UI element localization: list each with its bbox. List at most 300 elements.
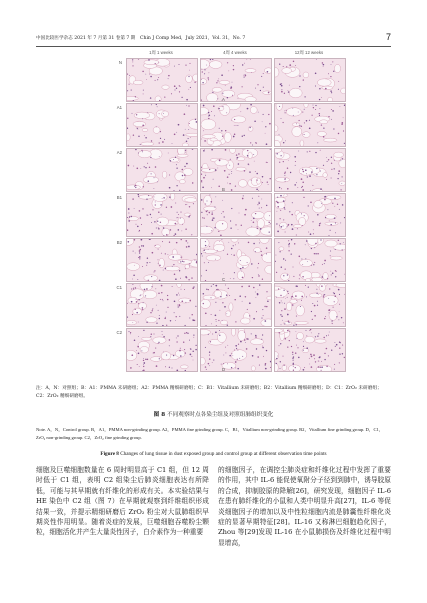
row-label: C2 [116,330,122,335]
cell-nucleus [184,289,185,290]
cell-nucleus [263,87,264,88]
cell-nucleus [129,75,130,76]
cell-nucleus [253,217,255,219]
cell-nucleus [174,190,175,191]
alveolus [180,365,188,369]
cell-nucleus [213,284,215,285]
alveolus [201,59,210,69]
cell-nucleus [184,113,186,115]
group-letter: C [222,277,226,283]
journal-header-text: 中国比较医学杂志 2021 年 7 月第 31 卷第 7 期 Chin J Comp Med，July 2021，Vol. 31，No. 7 [36,36,246,41]
cell-nucleus [291,253,292,254]
cell-nucleus [278,288,279,289]
cell-nucleus [218,108,219,109]
cell-nucleus [225,347,226,348]
cell-nucleus [146,215,147,216]
cell-nucleus [339,354,340,355]
cell-nucleus [244,332,245,333]
cell-nucleus [237,350,238,351]
cell-nucleus [184,174,186,176]
cell-nucleus [283,258,284,259]
cell-nucleus [285,232,286,233]
cell-nucleus [292,304,294,306]
alveolus [314,201,323,209]
cell-nucleus [294,184,296,186]
alveolus [276,104,283,110]
cell-nucleus [157,221,158,222]
cell-nucleus [135,187,136,188]
cell-nucleus [249,127,250,128]
cell-nucleus [242,86,243,87]
cell-nucleus [127,118,128,119]
cell-nucleus [231,353,232,354]
cell-nucleus [218,79,219,80]
tissue-texture [201,194,271,236]
cell-nucleus [208,79,209,80]
cell-nucleus [212,59,214,60]
cell-nucleus [314,262,315,263]
cell-nucleus [265,364,266,365]
cell-nucleus [215,259,216,260]
cell-nucleus [210,341,211,342]
cell-nucleus [315,336,316,337]
alveolus [334,152,344,157]
cell-nucleus [151,173,152,174]
cell-nucleus [213,360,214,361]
cell-nucleus [244,214,246,216]
cell-nucleus [328,235,329,236]
cell-nucleus [310,233,312,235]
cell-nucleus [158,249,159,250]
cell-nucleus [326,348,328,350]
cell-nucleus [316,289,317,290]
cell-nucleus [276,201,277,202]
cell-nucleus [212,219,214,221]
cell-nucleus [315,152,316,153]
cell-nucleus [189,123,190,124]
cell-nucleus [234,299,235,300]
cell-nucleus [185,325,186,326]
cell-nucleus [134,265,135,266]
cell-nucleus [243,195,244,196]
cell-nucleus [285,260,286,261]
cell-nucleus [174,66,175,67]
cell-nucleus [280,361,281,362]
cell-nucleus [196,345,197,346]
alveolus [289,88,302,98]
cell-nucleus [279,302,281,304]
cell-nucleus [170,229,172,231]
cell-nucleus [259,242,260,243]
alveolus [143,290,157,299]
cell-nucleus [324,318,325,319]
cell-nucleus [253,222,255,224]
cell-nucleus [292,202,293,203]
cell-nucleus [252,145,253,146]
cell-nucleus [314,247,315,248]
cell-nucleus [317,214,319,216]
alveolus [193,74,197,81]
cell-nucleus [255,292,256,293]
cell-nucleus [338,173,339,174]
cell-nucleus [143,360,144,361]
cell-nucleus [316,293,317,294]
cell-nucleus [181,239,182,240]
cell-nucleus [324,353,325,354]
cell-nucleus [176,242,178,244]
cell-nucleus [256,311,257,312]
cell-nucleus [299,86,300,87]
cell-nucleus [265,126,266,127]
cell-nucleus [192,314,193,315]
cell-nucleus [253,154,254,155]
cell-nucleus [253,243,255,245]
cell-nucleus [301,213,302,214]
alveolus [317,131,326,136]
cell-nucleus [276,223,277,224]
cell-nucleus [227,176,229,178]
cell-nucleus [258,196,259,197]
cell-nucleus [235,185,236,186]
cell-nucleus [261,254,263,256]
cell-nucleus [304,367,305,368]
cell-nucleus [305,258,306,259]
cell-nucleus [316,168,317,169]
cell-nucleus [316,174,317,175]
cell-nucleus [303,197,304,198]
alveolus [275,68,279,78]
cell-nucleus [158,211,159,212]
cell-nucleus [307,261,308,262]
cell-nucleus [156,104,157,105]
cell-nucleus [311,366,313,368]
cell-nucleus [190,87,191,88]
cell-nucleus [233,245,234,246]
histology-panel [126,103,198,147]
cell-nucleus [256,173,258,175]
figure-title-chinese [0,410,427,418]
alveolus [127,96,138,100]
cell-nucleus [283,200,285,202]
cell-nucleus [332,110,334,112]
cell-nucleus [143,330,144,331]
cell-nucleus [318,361,319,362]
cell-nucleus [228,71,229,72]
cell-nucleus [332,323,333,324]
cell-nucleus [169,367,170,368]
cell-nucleus [288,280,289,281]
cell-nucleus [158,263,159,264]
cell-nucleus [139,366,140,367]
cell-nucleus [233,136,235,138]
cell-nucleus [164,96,165,97]
cell-nucleus [162,198,163,199]
alveolus [225,311,230,317]
cell-nucleus [309,127,311,129]
alveolus [323,138,337,142]
cell-nucleus [253,318,255,320]
cell-nucleus [235,361,237,363]
cell-nucleus [158,343,159,344]
cell-nucleus [167,295,168,296]
cell-nucleus [173,264,174,265]
cell-nucleus [160,138,161,139]
cell-nucleus [140,295,141,296]
cell-nucleus [292,296,294,298]
alveolus [334,64,340,72]
tissue-texture [201,104,271,146]
cell-nucleus [242,198,244,200]
cell-nucleus [293,366,294,367]
cell-nucleus [185,268,186,269]
cell-nucleus [284,173,285,174]
cell-nucleus [205,325,206,326]
cell-nucleus [296,182,297,183]
alveolus [127,320,137,325]
cell-nucleus [143,245,144,246]
cell-nucleus [256,189,258,191]
cell-nucleus [136,299,137,300]
cell-nucleus [233,254,234,255]
histology-panel [274,58,346,102]
cell-nucleus [225,85,226,86]
cell-nucleus [150,336,151,337]
cell-nucleus [243,75,244,76]
cell-nucleus [234,119,235,120]
cell-nucleus [279,106,280,107]
cell-nucleus [268,222,269,223]
alveolus [170,194,175,200]
alveolus [319,284,326,291]
cell-nucleus [338,81,339,82]
cell-nucleus [253,287,255,289]
cell-nucleus [172,143,173,144]
cell-nucleus [283,365,284,366]
cell-nucleus [174,274,176,276]
cell-nucleus [238,163,240,165]
cell-nucleus [209,365,210,366]
cell-nucleus [169,174,170,175]
cell-nucleus [284,93,285,94]
cell-nucleus [142,245,143,246]
cell-nucleus [313,107,314,108]
cell-nucleus [178,306,179,307]
cell-nucleus [318,294,319,295]
cell-nucleus [219,330,220,331]
cell-nucleus [331,92,332,93]
cell-nucleus [319,108,320,109]
alveolus [204,195,212,206]
cell-nucleus [195,306,196,307]
cell-nucleus [285,268,286,269]
cell-nucleus [334,364,335,365]
cell-nucleus [211,324,212,325]
cell-nucleus [295,65,296,66]
cell-nucleus [171,206,173,208]
cell-nucleus [207,77,208,78]
cell-nucleus [323,294,324,295]
cell-nucleus [138,59,139,60]
cell-nucleus [334,206,335,207]
cell-nucleus [216,325,217,326]
cell-nucleus [216,289,217,290]
cell-nucleus [172,286,173,287]
cell-nucleus [151,222,152,223]
cell-nucleus [130,367,132,369]
cell-nucleus [183,341,184,342]
cell-nucleus [312,221,313,222]
alveolus [323,295,338,305]
cell-nucleus [207,201,208,202]
cell-nucleus [276,363,277,364]
cell-nucleus [127,128,128,129]
cell-nucleus [303,346,304,347]
alveolus [217,332,226,342]
cell-nucleus [332,272,333,273]
cell-nucleus [263,356,264,357]
cell-nucleus [136,114,137,115]
cell-nucleus [219,160,221,162]
cell-nucleus [266,306,267,307]
cell-nucleus [250,104,252,105]
cell-nucleus [244,63,245,64]
cell-nucleus [174,312,175,313]
cell-nucleus [139,258,140,259]
alveolus [292,123,300,127]
cell-nucleus [295,295,297,297]
cell-nucleus [168,153,169,154]
cell-nucleus [308,205,309,206]
cell-nucleus [127,317,128,318]
cell-nucleus [319,223,320,224]
cell-nucleus [289,211,290,212]
cell-nucleus [254,161,255,162]
cell-nucleus [150,76,152,78]
cell-nucleus [205,175,206,176]
alveolus [251,366,255,371]
cell-nucleus [261,251,262,252]
cell-nucleus [315,109,316,110]
histology-panel [200,238,272,282]
alveolus [290,299,298,303]
cell-nucleus [207,214,208,215]
cell-nucleus [240,260,241,261]
cell-nucleus [182,261,183,262]
cell-nucleus [203,293,205,295]
alveolus [221,320,228,325]
cell-nucleus [156,126,157,127]
cell-nucleus [336,344,338,346]
tissue-texture [275,104,345,146]
cell-nucleus [164,318,166,320]
cell-nucleus [168,75,170,77]
cell-nucleus [175,320,176,321]
cell-nucleus [338,89,339,90]
cell-nucleus [315,73,317,75]
cell-nucleus [186,105,187,106]
cell-nucleus [167,299,169,301]
cell-nucleus [295,352,297,354]
cell-nucleus [211,187,212,188]
cell-nucleus [244,77,245,78]
cell-nucleus [176,341,177,342]
cell-nucleus [314,358,315,359]
cell-nucleus [344,274,345,275]
cell-nucleus [251,220,252,221]
cell-nucleus [145,167,146,168]
cell-nucleus [223,106,224,107]
cell-nucleus [302,112,303,113]
cell-nucleus [323,128,324,129]
cell-nucleus [296,123,297,124]
cell-nucleus [289,243,290,244]
cell-nucleus [312,115,313,116]
cell-nucleus [154,221,155,222]
cell-nucleus [173,355,174,356]
cell-nucleus [188,138,189,139]
cell-nucleus [156,323,157,324]
cell-nucleus [137,346,139,348]
cell-nucleus [288,240,289,241]
cell-nucleus [343,130,344,131]
cell-nucleus [310,354,312,356]
cell-nucleus [289,64,291,66]
alveolus [231,239,238,242]
cell-nucleus [258,202,259,203]
cell-nucleus [287,314,289,316]
cell-nucleus [293,276,294,277]
cell-nucleus [312,303,313,304]
cell-nucleus [305,244,306,245]
cell-nucleus [276,153,277,154]
alveolus [185,133,197,136]
cell-nucleus [338,289,340,291]
cell-nucleus [333,292,334,293]
cell-nucleus [188,129,189,130]
cell-nucleus [160,131,161,132]
cell-nucleus [334,342,335,343]
cell-nucleus [306,173,307,174]
cell-nucleus [186,277,187,278]
cell-nucleus [220,234,222,236]
alveolus [316,365,331,371]
cell-nucleus [165,268,166,269]
cell-nucleus [193,337,194,338]
alveolus [294,321,308,324]
cell-nucleus [155,63,156,64]
cell-nucleus [138,129,139,130]
cell-nucleus [252,277,253,278]
alveolus [248,152,252,159]
cell-nucleus [212,362,213,363]
cell-nucleus [157,79,158,80]
cell-nucleus [142,309,143,310]
alveolus [275,286,281,290]
cell-nucleus [138,322,139,323]
cell-nucleus [235,244,236,245]
cell-nucleus [132,65,133,66]
cell-nucleus [224,306,226,308]
cell-nucleus [262,121,263,122]
cell-nucleus [185,228,186,229]
cell-nucleus [151,233,153,235]
cell-nucleus [176,370,178,371]
cell-nucleus [296,331,297,332]
cell-nucleus [163,270,164,271]
cell-nucleus [144,135,145,136]
histology-panel [126,328,198,372]
cell-nucleus [279,134,280,135]
